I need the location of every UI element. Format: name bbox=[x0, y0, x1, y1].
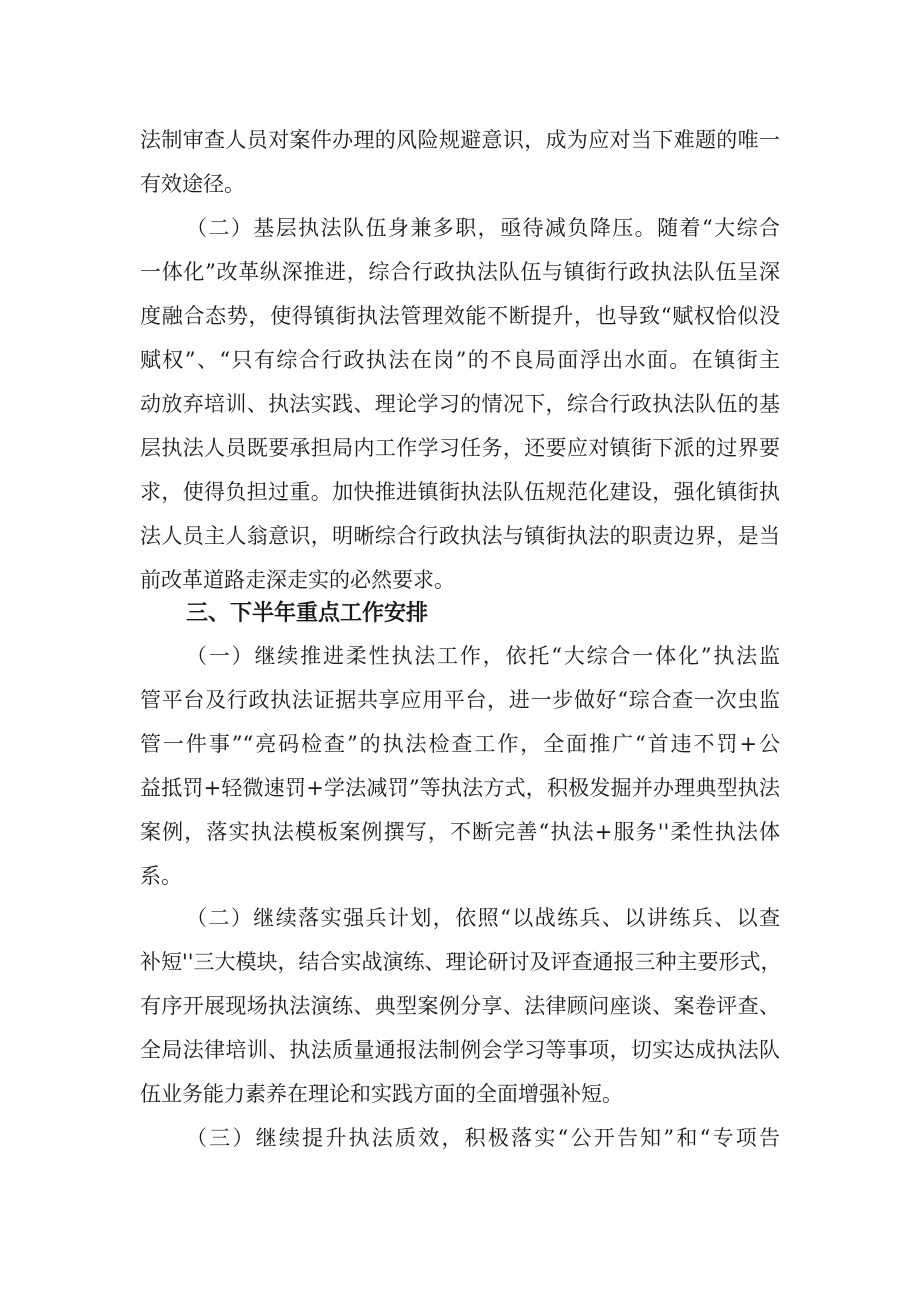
paragraph-line: 案例，落实执法模板案例撰写，不断完善“执法+服务''柔性执法体 bbox=[140, 820, 780, 844]
paragraph-line: 有效途径。 bbox=[140, 172, 245, 196]
section-heading: 三、下半年重点工作安排 bbox=[186, 601, 429, 626]
paragraph-line: （一）继续推进柔性执法工作，依托“大综合一体化”执法监 bbox=[186, 644, 780, 668]
paragraph-line: 管平台及行政执法证据共享应用平台，进一步做好“琮合查一次虫监 bbox=[140, 688, 780, 712]
paragraph-line: （二）基层执法队伍身兼多职，亟待减负降压。随着“大综合 bbox=[186, 216, 780, 240]
paragraph-line: 益抵罚+轻微速罚+学法减罚”等执法方式，积极发掘并办理典型执法 bbox=[140, 776, 780, 800]
paragraph-line: 管一件事”“亮码检查”的执法检查工作，全面推广“首违不罚+公 bbox=[140, 732, 780, 756]
paragraph-line: 补短''三大模块，结合实战演练、理论研讨及评查通报三种主要形式， bbox=[140, 950, 782, 974]
paragraph-line: 法制审查人员对案件办理的风险规避意识，成为应对当下难题的唯一 bbox=[140, 128, 780, 152]
paragraph-line: 一体化”改革纵深推进，综合行政执法队伍与镇街行政执法队伍呈深 bbox=[140, 260, 780, 284]
paragraph-line: 全局法律培训、执法质量通报法制例会学习等事项，切实达成执法队 bbox=[140, 1038, 780, 1062]
paragraph-line: 度融合态势，使得镇街执法管理效能不断提升，也导致“赋权恰似没 bbox=[140, 304, 780, 328]
paragraph-line: 系。 bbox=[140, 864, 182, 888]
paragraph-line: 前改革道路走深走实的必然要求。 bbox=[140, 568, 455, 592]
paragraph-line: 伍业务能力素养在理论和实践方面的全面增强补短。 bbox=[140, 1082, 623, 1106]
paragraph-line: 赋权”、“只有综合行政执法在岗”的不良局面浮出水面。在镇街主 bbox=[140, 348, 780, 372]
paragraph-line: 法人员主人翁意识，明晰综合行政执法与镇街执法的职责边界，是当 bbox=[140, 524, 780, 548]
paragraph-line: 有序开展现场执法演练、典型案例分享、法律顾问座谈、案卷评查、 bbox=[140, 994, 780, 1018]
paragraph-line: 求，使得负担过重。加快推进镇街执法队伍规范化建设，强化镇街执 bbox=[140, 480, 780, 504]
paragraph-line: 层执法人员既要承担局内工作学习任务，还要应对镇街下派的过界要 bbox=[140, 436, 780, 460]
paragraph-line: 动放弃培训、执法实践、理论学习的情况下，综合行政执法队伍的基 bbox=[140, 392, 780, 416]
paragraph-line: （三）继续提升执法质效，积极落实“公开告知”和“专项告 bbox=[186, 1126, 780, 1150]
paragraph-line: （二）继续落实强兵计划，依照“以战练兵、以讲练兵、以查 bbox=[186, 906, 780, 930]
